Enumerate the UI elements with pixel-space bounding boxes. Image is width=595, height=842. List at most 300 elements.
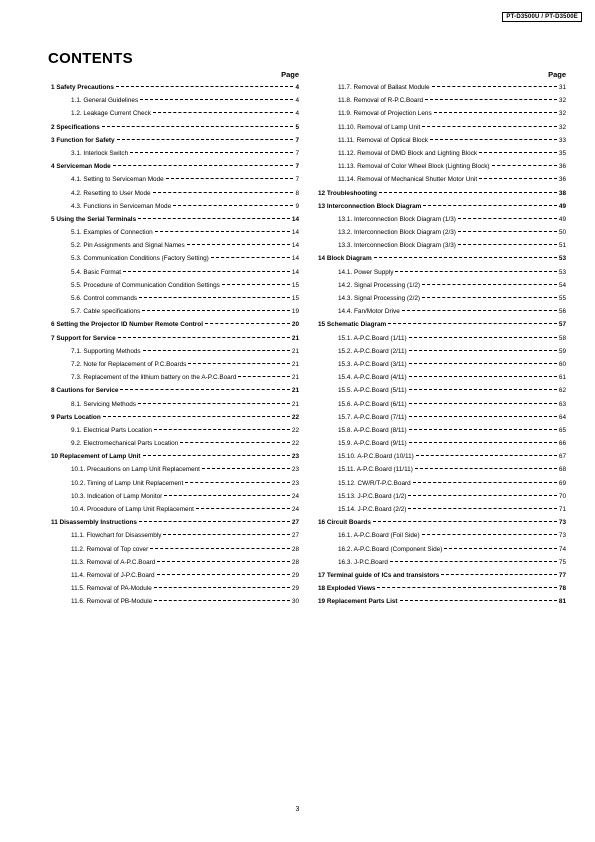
toc-page-number: 7 — [295, 176, 299, 184]
toc-entry-title: 15.7. A-P.C.Board (7/11) — [338, 413, 407, 421]
toc-entry-title: 15.10. A-P.C.Board (10/11) — [338, 453, 414, 461]
dot-leader — [118, 337, 290, 338]
toc-entry-title: 8 Cautions for Service — [51, 387, 119, 395]
toc-entry-title: 10.2. Timing of Lamp Unit Replacement — [71, 479, 184, 487]
toc-subsection-entry — [318, 506, 566, 519]
toc-section-entry — [51, 335, 299, 348]
toc-page-number: 14 — [291, 215, 299, 223]
dot-leader — [120, 389, 289, 390]
toc-subsection-entry — [51, 269, 299, 282]
toc-page-number: 23 — [291, 479, 299, 487]
toc-subsection-entry — [51, 190, 299, 203]
toc-subsection-entry — [51, 242, 299, 255]
toc-page-number: 5 — [295, 123, 299, 131]
toc-subsection-entry — [51, 295, 299, 308]
toc-entry-title: 12 Troubleshooting — [318, 189, 377, 197]
toc-page-number: 7 — [295, 149, 299, 157]
toc-page-number: 9 — [295, 202, 299, 210]
toc-entry-title: 15.1. A-P.C.Board (1/11) — [338, 334, 407, 342]
toc-page-number: 65 — [558, 426, 566, 434]
toc-page-number: 22 — [291, 413, 299, 421]
dot-leader — [409, 403, 557, 404]
toc-section-entry — [51, 321, 299, 334]
dot-leader — [157, 561, 290, 562]
toc-entry-title: 10.1. Precautions on Lamp Unit Replacement — [71, 466, 200, 474]
toc-subsection-entry — [318, 308, 566, 321]
toc-entry-title: 14 Block Diagram — [318, 255, 372, 263]
toc-page-number: 21 — [291, 347, 299, 355]
toc-entry-title: 4.2. Resetting to User Mode — [71, 189, 151, 197]
toc-subsection-entry — [51, 466, 299, 479]
dot-leader — [409, 442, 557, 443]
toc-page-number: 50 — [558, 229, 566, 237]
dot-leader — [444, 548, 557, 549]
toc-subsection-entry — [318, 374, 566, 387]
toc-page-number: 4 — [295, 110, 299, 118]
dot-leader — [422, 126, 557, 127]
toc-subsection-entry — [51, 559, 299, 572]
toc-subsection-entry — [318, 242, 566, 255]
toc-entry-title: 8.1. Servicing Methods — [71, 400, 137, 408]
dot-leader — [238, 376, 289, 377]
dot-leader — [409, 337, 557, 338]
toc-subsection-entry — [51, 598, 299, 611]
toc-subsection-entry — [318, 559, 566, 572]
toc-subsection-entry — [51, 150, 299, 163]
dot-leader — [432, 86, 557, 87]
dot-leader — [103, 416, 290, 417]
toc-section-entry — [51, 519, 299, 532]
toc-entry-title: 13.3. Interconnection Block Diagram (3/3) — [338, 242, 456, 250]
toc-page-number: 49 — [558, 215, 566, 223]
toc-entry-title: 4 Serviceman Mode — [51, 163, 111, 171]
toc-page-number: 8 — [295, 189, 299, 197]
dot-leader — [166, 178, 294, 179]
dot-leader — [402, 310, 557, 311]
toc-page-number: 68 — [558, 466, 566, 474]
toc-page-number: 4 — [295, 97, 299, 105]
toc-page-number: 29 — [291, 571, 299, 579]
toc-entry-title: 5.4. Basic Format — [71, 268, 122, 276]
dot-leader — [143, 455, 290, 456]
dot-leader — [130, 152, 293, 153]
toc-entry-title: 14.3. Signal Processing (2/2) — [338, 295, 421, 302]
toc-section-entry — [51, 84, 299, 97]
toc-entry-title: 11.12. Removal of DMD Block and Lighting Block — [338, 149, 478, 157]
toc-section-entry — [318, 255, 566, 268]
dot-leader — [113, 165, 294, 166]
dot-leader — [188, 363, 290, 364]
dot-leader — [413, 482, 557, 483]
toc-entry-title: 7.2. Note for Replacement of P.C.Boards — [71, 360, 187, 368]
toc-section-entry — [51, 453, 299, 466]
dot-leader — [422, 534, 557, 535]
toc-subsection-entry — [51, 203, 299, 216]
toc-page-number: 53 — [558, 268, 566, 276]
toc-page-number: 15 — [291, 295, 299, 302]
toc-entry-title: 2 Specifications — [51, 123, 100, 131]
toc-subsection-entry — [51, 282, 299, 295]
toc-column-right — [318, 70, 566, 612]
toc-column-left — [51, 70, 299, 612]
dot-leader — [211, 257, 290, 258]
toc-entry-title: 10.3. Indication of Lamp Monitor — [71, 492, 163, 500]
dot-leader — [425, 99, 557, 100]
toc-subsection-entry — [318, 163, 566, 176]
toc-subsection-entry — [318, 414, 566, 427]
toc-subsection-entry — [318, 466, 566, 479]
dot-leader — [409, 416, 557, 417]
dot-leader — [139, 521, 290, 522]
toc-page-number: 32 — [558, 97, 566, 105]
toc-page-number: 21 — [291, 334, 299, 342]
toc-page-number: 24 — [291, 506, 299, 513]
toc-subsection-entry — [51, 493, 299, 506]
dot-leader — [395, 271, 556, 272]
toc-subsection-entry — [51, 361, 299, 374]
toc-page-number: 14 — [291, 229, 299, 237]
toc-subsection-entry — [51, 374, 299, 387]
toc-entry-title: 15.9. A-P.C.Board (9/11) — [338, 440, 407, 448]
toc-page-number: 73 — [558, 519, 566, 527]
dot-leader — [390, 561, 557, 562]
toc-subsection-entry — [318, 124, 566, 137]
toc-entry-title: 11.4. Removal of J-P.C.Board — [71, 571, 155, 579]
dot-leader — [187, 244, 290, 245]
toc-entry-title: 16.2. A-P.C.Board (Component Side) — [338, 545, 443, 553]
dot-leader — [377, 587, 556, 588]
toc-page-number: 22 — [291, 440, 299, 448]
dot-leader — [154, 429, 290, 430]
toc-page-number: 30 — [291, 598, 299, 606]
toc-entry-title: 15.14. J-P.C.Board (2/2) — [338, 506, 407, 513]
page-column-header: Page — [548, 70, 566, 79]
toc-entry-title: 13 Interconnection Block Diagram — [318, 202, 422, 210]
toc-subsection-entry — [318, 427, 566, 440]
dot-leader — [415, 468, 557, 469]
toc-subsection-entry — [51, 506, 299, 519]
toc-page-number: 81 — [558, 598, 566, 606]
toc-page-number: 28 — [291, 545, 299, 553]
toc-subsection-entry — [318, 295, 566, 308]
toc-entry-title: 9.1. Electrical Parts Location — [71, 426, 152, 434]
toc-section-entry — [51, 124, 299, 137]
toc-subsection-entry — [318, 216, 566, 229]
dot-leader — [123, 271, 290, 272]
dot-leader — [408, 508, 556, 509]
toc-subsection-entry — [51, 255, 299, 268]
dot-leader — [185, 482, 290, 483]
toc-page-number: 4 — [295, 84, 299, 91]
toc-entry-title: 11 Disassembly Instructions — [51, 519, 137, 527]
toc-page-number: 57 — [558, 321, 566, 329]
toc-entry-title: 1.2. Leakage Current Check — [71, 110, 151, 118]
toc-entry-title: 13.1. Interconnection Block Diagram (1/3) — [338, 215, 456, 223]
dot-leader — [157, 574, 290, 575]
toc-page-number: 14 — [291, 268, 299, 276]
toc-page-number: 51 — [558, 242, 566, 250]
toc-page-number: 60 — [558, 360, 566, 368]
toc-page-number: 36 — [558, 163, 566, 171]
toc-page-number: 14 — [291, 242, 299, 250]
toc-page-number: 66 — [558, 440, 566, 448]
toc-section-entry — [318, 519, 566, 532]
toc-page-number: 32 — [558, 110, 566, 118]
toc-entry-title: 11.13. Removal of Color Wheel Block (Lighting Block) — [338, 163, 490, 171]
dot-leader — [409, 389, 557, 390]
toc-page-number: 62 — [558, 387, 566, 395]
dot-leader — [492, 165, 557, 166]
toc-entry-title: 5.3. Communication Conditions (Factory Setting) — [71, 255, 209, 263]
dot-leader — [164, 495, 290, 496]
dot-leader — [154, 600, 290, 601]
toc-subsection-entry — [51, 97, 299, 110]
dot-leader — [163, 534, 289, 535]
toc-page-number: 54 — [558, 281, 566, 289]
dot-leader — [173, 205, 293, 206]
toc-subsection-entry — [318, 440, 566, 453]
toc-entry-title: 7.3. Replacement of the lithium battery on the A-P.C.Board — [71, 374, 237, 382]
toc-page-number: 58 — [558, 334, 566, 342]
toc-subsection-entry — [51, 110, 299, 123]
dot-leader — [154, 587, 290, 588]
toc-subsection-entry — [318, 84, 566, 97]
dot-leader — [422, 284, 557, 285]
toc-entry-title: 15 Schematic Diagram — [318, 321, 387, 329]
dot-leader — [458, 244, 557, 245]
toc-page-number: 28 — [291, 558, 299, 566]
dot-leader — [205, 323, 290, 324]
page-title: CONTENTS — [48, 50, 133, 67]
toc-entry-title: 3 Function for Safety — [51, 136, 115, 144]
toc-subsection-entry — [318, 150, 566, 163]
toc-entry-title: 11.1. Flowchart for Disassembly — [71, 532, 162, 540]
dot-leader — [409, 376, 557, 377]
toc-page-number: 36 — [558, 176, 566, 184]
toc-subsection-entry — [51, 572, 299, 585]
toc-entry-title: 10.4. Procedure of Lamp Unit Replacement — [71, 506, 194, 513]
toc-subsection-entry — [51, 229, 299, 242]
toc-page-number: 77 — [558, 571, 566, 579]
toc-subsection-entry — [318, 110, 566, 123]
toc-entry-title: 5.2. Pin Assignments and Signal Names — [71, 242, 185, 250]
toc-subsection-entry — [318, 361, 566, 374]
toc-page-number: 14 — [291, 255, 299, 263]
toc-entry-title: 11.11. Removal of Optical Block — [338, 136, 428, 144]
toc-entry-title: 5.1. Examples of Connection — [71, 229, 153, 237]
toc-entry-title: 11.8. Removal of R-P.C.Board — [338, 97, 424, 105]
toc-entry-title: 14.4. Fan/Motor Drive — [338, 308, 400, 316]
toc-subsection-entry — [318, 480, 566, 493]
toc-page-number: 22 — [291, 426, 299, 434]
dot-leader — [196, 508, 290, 509]
toc-page-number: 35 — [558, 149, 566, 157]
toc-entry-title: 16.3. J-P.C.Board — [338, 558, 388, 566]
dot-leader — [373, 521, 557, 522]
toc-entry-title: 15.4. A-P.C.Board (4/11) — [338, 374, 407, 382]
toc-page-number: 67 — [558, 453, 566, 461]
dot-leader — [142, 310, 290, 311]
toc-entry-title: 5 Using the Serial Terminals — [51, 215, 137, 223]
toc-entry-title: 15.13. J-P.C.Board (1/2) — [338, 492, 407, 500]
toc-subsection-entry — [51, 440, 299, 453]
toc-page-number: 70 — [558, 492, 566, 500]
toc-section-entry — [318, 585, 566, 598]
toc-page-number: 19 — [291, 308, 299, 316]
toc-page-number: 53 — [558, 255, 566, 263]
toc-entry-title: 4.1. Setting to Serviceman Mode — [71, 176, 164, 184]
toc-subsection-entry — [318, 387, 566, 400]
toc-entry-title: 3.1. Interlock Switch — [71, 149, 129, 157]
model-number-box: PT-D3500U / PT-D3500E — [502, 12, 582, 22]
dot-leader — [139, 297, 290, 298]
toc-entry-title: 4.3. Functions in Serviceman Mode — [71, 202, 172, 210]
toc-subsection-entry — [51, 427, 299, 440]
toc-entry-title: 15.6. A-P.C.Board (6/11) — [338, 400, 407, 408]
toc-page-number: 74 — [558, 545, 566, 553]
toc-page-number: 21 — [291, 387, 299, 395]
dot-leader — [102, 126, 294, 127]
toc-section-entry — [51, 216, 299, 229]
toc-subsection-entry — [51, 532, 299, 545]
toc-entry-title: 14.2. Signal Processing (1/2) — [338, 281, 421, 289]
dot-leader — [458, 231, 557, 232]
page-number: 3 — [295, 806, 300, 813]
dot-leader — [138, 218, 290, 219]
toc-entry-title: 16.1. A-P.C.Board (Foil Side) — [338, 532, 420, 540]
toc-entry-title: 18 Exploded Views — [318, 585, 376, 593]
toc-entry-title: 11.2. Removal of Top cover — [71, 545, 149, 553]
toc-page-number: 55 — [558, 295, 566, 302]
dot-leader — [202, 468, 290, 469]
toc-entry-title: 7.1. Supporting Methods — [71, 347, 141, 355]
toc-entry-title: 15.8. A-P.C.Board (8/11) — [338, 426, 407, 434]
toc-entry-title: 19 Replacement Parts List — [318, 598, 398, 606]
dot-leader — [416, 455, 557, 456]
dot-leader — [408, 495, 556, 496]
toc-entry-title: 15.3. A-P.C.Board (3/11) — [338, 360, 407, 368]
dot-leader — [434, 112, 557, 113]
toc-entry-title: 15.12. CW/R/T-P.C.Board — [338, 479, 411, 487]
toc-subsection-entry — [318, 335, 566, 348]
dot-leader — [143, 350, 290, 351]
dot-leader — [153, 192, 294, 193]
toc-subsection-entry — [318, 532, 566, 545]
toc-subsection-entry — [51, 480, 299, 493]
dot-leader — [379, 192, 557, 193]
toc-entry-title: 15.11. A-P.C.Board (11/11) — [338, 466, 413, 474]
toc-subsection-entry — [318, 229, 566, 242]
dot-leader — [409, 350, 557, 351]
toc-page-number: 15 — [291, 281, 299, 289]
page-column-header: Page — [281, 70, 299, 79]
toc-section-entry — [318, 321, 566, 334]
toc-page-number: 21 — [291, 374, 299, 382]
dot-leader — [150, 548, 290, 549]
toc-page-number: 7 — [295, 136, 299, 144]
toc-entry-title: 5.6. Control commands — [71, 295, 138, 302]
dot-leader — [423, 205, 557, 206]
toc-subsection-entry — [51, 348, 299, 361]
toc-section-entry — [318, 203, 566, 216]
dot-leader — [117, 139, 294, 140]
dot-leader — [222, 284, 290, 285]
toc-page-number: 27 — [291, 532, 299, 540]
toc-page-number: 24 — [291, 492, 299, 500]
toc-subsection-entry — [318, 282, 566, 295]
dot-leader — [180, 442, 290, 443]
dot-leader — [155, 231, 290, 232]
toc-page-number: 33 — [558, 136, 566, 144]
toc-entry-title: 9 Parts Location — [51, 413, 101, 421]
toc-subsection-entry — [318, 546, 566, 559]
toc-entry-title: 16 Circuit Boards — [318, 519, 371, 527]
dot-leader — [441, 574, 557, 575]
toc-subsection-entry — [318, 401, 566, 414]
dot-leader — [409, 429, 557, 430]
toc-page-number: 23 — [291, 453, 299, 461]
toc-entry-title: 1 Safety Precautions — [51, 84, 114, 91]
toc-page-number: 56 — [558, 308, 566, 316]
toc-page-number: 71 — [558, 506, 566, 513]
toc-entry-title: 10 Replacement of Lamp Unit — [51, 453, 141, 461]
toc-subsection-entry — [51, 401, 299, 414]
toc-entry-title: 14.1. Power Supply — [338, 268, 394, 276]
toc-entry-title: 11.10. Removal of Lamp Unit — [338, 123, 421, 131]
toc-page-number: 78 — [558, 585, 566, 593]
dot-leader — [430, 139, 557, 140]
toc-entry-title: 15.2. A-P.C.Board (2/11) — [338, 347, 407, 355]
toc-subsection-entry — [51, 585, 299, 598]
toc-subsection-entry — [51, 176, 299, 189]
toc-section-entry — [51, 414, 299, 427]
toc-page-number: 7 — [295, 163, 299, 171]
dot-leader — [479, 152, 557, 153]
toc-page-number: 69 — [558, 479, 566, 487]
toc-section-entry — [51, 137, 299, 150]
toc-page-number: 29 — [291, 585, 299, 593]
toc-page-number: 20 — [291, 321, 299, 329]
dot-leader — [116, 86, 294, 87]
toc-entry-title: 11.9. Removal of Projection Lens — [338, 110, 432, 118]
dot-leader — [153, 112, 294, 113]
toc-subsection-entry — [318, 97, 566, 110]
toc-page-number: 32 — [558, 123, 566, 131]
toc-entry-title: 11.6. Removal of PB-Module — [71, 598, 153, 606]
toc-page-number: 64 — [558, 413, 566, 421]
toc-page-number: 73 — [558, 532, 566, 540]
toc-entry-title: 1.1. General Guidelines — [71, 97, 139, 105]
toc-entry-title: 5.7. Cable specifications — [71, 308, 141, 316]
toc-entry-title: 13.2. Interconnection Block Diagram (2/3) — [338, 229, 456, 237]
dot-leader — [388, 323, 557, 324]
toc-page-number: 75 — [558, 558, 566, 566]
toc-section-entry — [51, 387, 299, 400]
toc-subsection-entry — [318, 493, 566, 506]
toc-page-number: 21 — [291, 400, 299, 408]
dot-leader — [374, 257, 557, 258]
toc-entry-title: 11.14. Removal of Mechanical Shutter Motor Unit — [338, 176, 478, 184]
toc-entry-title: 9.2. Electromechanical Parts Location — [71, 440, 179, 448]
toc-subsection-entry — [318, 176, 566, 189]
dot-leader — [400, 600, 557, 601]
toc-page-number: 38 — [558, 189, 566, 197]
toc-section-entry — [51, 163, 299, 176]
toc-subsection-entry — [318, 453, 566, 466]
toc-page-number: 63 — [558, 400, 566, 408]
dot-leader — [479, 178, 557, 179]
toc-entry-title: 7 Support for Service — [51, 334, 116, 342]
